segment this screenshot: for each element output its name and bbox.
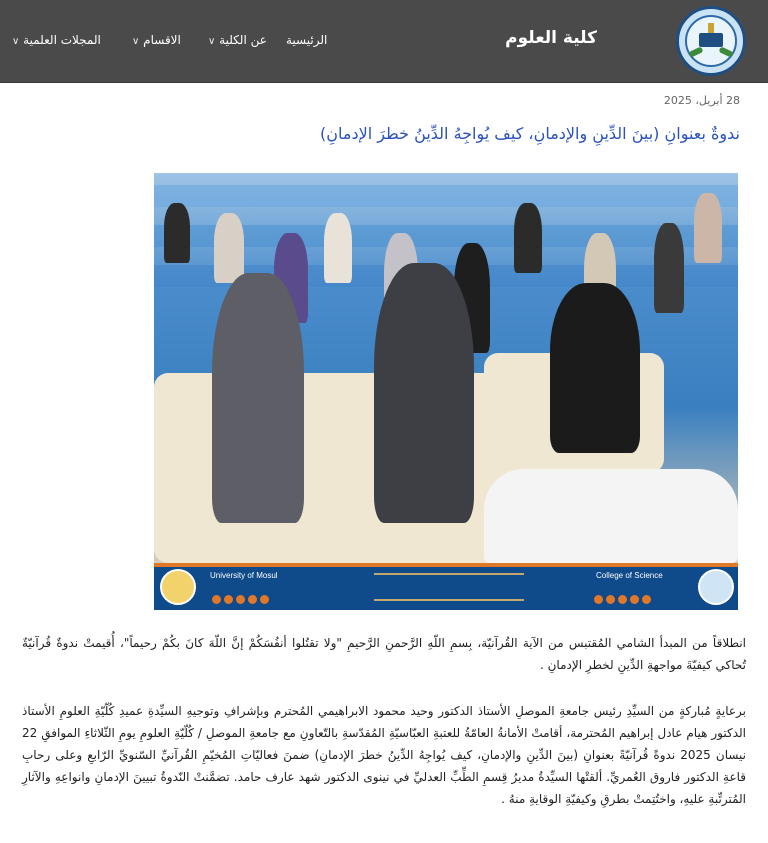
nav-home-label: الرئيسية [286,33,328,47]
university-seal-icon [160,569,196,605]
coffee-table [484,469,738,563]
nav-item-journals[interactable] [8,33,101,51]
audience-person [164,203,190,263]
audience-person [324,213,352,283]
social-icon [630,595,639,604]
post-paragraph: برعايةٍ مُباركةٍ من السيِّدِ رئيس جامعةِ الموصلِ الأستاذ الدكتور وحيد محمود الابراهيمي المُحترم وبإشرافِ وتوجيهِ السيِّدةِ عميدِ كُلّيّةِ العلومِ الأستاذ الدكتور هيام عادل إبراهيم المُحترمة، أقامتْ الأمانةُ العامّةُ للعتبةِ العبّاسيّةِ المُقدّسةِ بالتّعاونِ مع جامعةِ الموصلِ / كُلّيّةِ العلومِ يومِ الثّلاثاءِ الموافقِ 22 نيسان 2025 ندوةً قُرآنيّةً بعنوانِ (بينَ الدِّينِ والإدمانِ، كيف يُواجِهُ الدِّينُ خطرَ الإدمانِ) ضمنَ فعاليّاتِ المُخيّمِ القُرآنيِّ السّنويِّ الرّابعِ وعلى رحابِ قاعةِ الدكتور فاروق العُمريِّ. ألقتْها السيِّدةُ مديرُ قِسمِ الطِّبِّ العدليِّ في نينوى الدكتور شهد عارف حامد. تضمَّنتْ النّدوةُ تبيينَ الإدمانِ وانواعِهِ والآثارِ المُترتِّبةِ عليهِ، واختُتِمتْ بطرقِ وكيفيّةِ الوقايةِ منهُ . [22,704,747,806]
chevron-down-icon: ∨ [208,36,216,47]
post-title[interactable]: ندوةٌ بعنوانِ (بينَ الدِّينِ والإدمانِ، كيف يُواجِهُ الدِّينُ خطرَ الإدمانِ) [320,124,740,143]
nav-item-departments[interactable] [128,33,181,51]
nav-journals-label: المجلات العلمية [23,33,101,47]
banner-stripe [154,563,738,567]
social-icon [642,595,651,604]
nav-item-about[interactable] [204,33,267,51]
photo-banner [154,563,738,610]
post-date: 28 أبريل، 2025 [663,94,740,107]
post-paragraph: انطلاقاً من المبدأ الشامي المُقتبس من الآية القُرآنيّة، بِسمِ اللّهِ الرَّحمنِ الرَّحيمِ "ولا تقتُلوا أنفُسَكُمْ إنَّ اللّهَ كانَ بكُمْ رحيماً"، أُقيمتْ ندوةٌ قُرآنيّةٌ تُحاكي كيفيّةَ مواجهةِ الدِّينِ لخطرِ الإدمانِ . [22,636,746,672]
banner-university-text: University of Mosul [210,571,278,580]
guest-person [374,263,474,523]
social-icon [606,595,615,604]
social-icon [236,595,245,604]
university-logo[interactable] [676,6,746,76]
guest-person [550,283,640,453]
post-photo [154,173,738,610]
audience-person [514,203,542,273]
chevron-down-icon: ∨ [12,36,20,47]
guest-person [212,273,304,523]
audience-person [214,213,244,283]
calligraphy-logo [374,573,524,601]
social-icon [618,595,627,604]
social-icon [224,595,233,604]
site-header [0,0,768,83]
nav-about-label: عن الكلية [219,33,267,47]
audience-row [154,185,738,207]
social-icon [248,595,257,604]
audience-person [694,193,722,263]
social-icon [212,595,221,604]
site-title[interactable]: كلية العلوم [505,28,597,48]
social-icon [594,595,603,604]
college-seal-icon [698,569,734,605]
social-icon [260,595,269,604]
nav-item-home[interactable] [286,33,327,51]
chevron-down-icon: ∨ [132,36,140,47]
logo-book-icon [699,33,723,47]
audience-person [654,223,684,313]
social-icons [212,589,272,599]
banner-college-text: College of Science [596,571,663,580]
social-icons [594,589,654,599]
nav-departments-label: الاقسام [143,33,181,47]
